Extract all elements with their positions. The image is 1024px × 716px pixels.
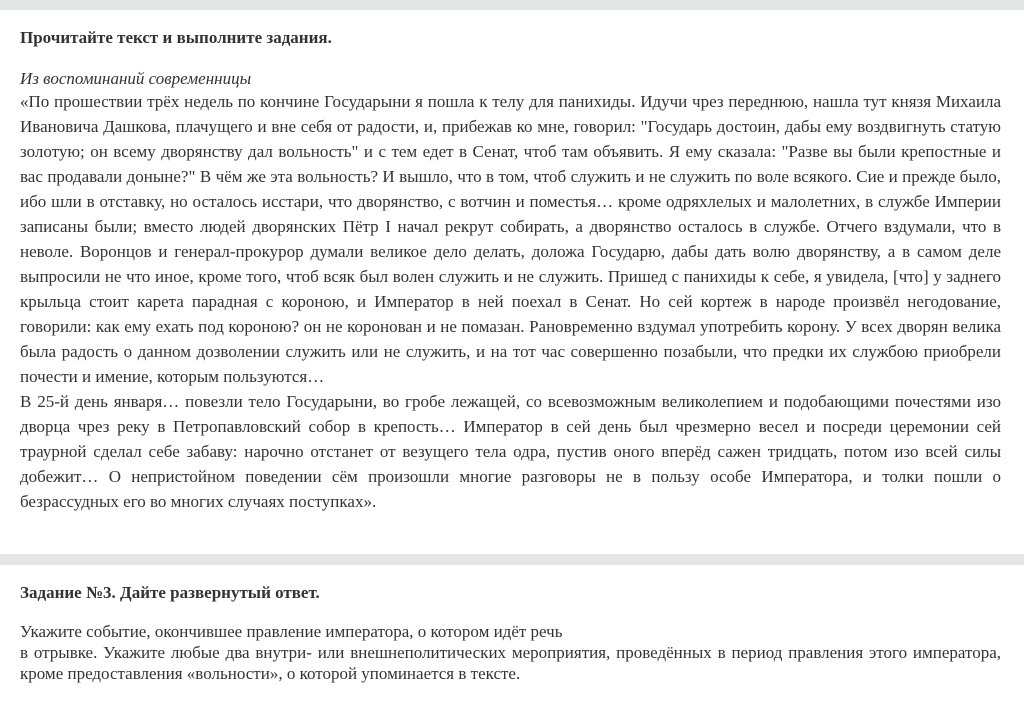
text-paragraph-2: В 25-й день января… повезли тело Государыни, во гробе лежащей, со всевозможным великолепием и подобающими почестями изо дворца чрез реку в Петропавловский собор в крепость… Император в сей день был чрезмерно весел и посреди церемонии сей траурной сделал себе забаву: нарочно отстанет от везущего тела одра, пустив оного вперёд сажен тридцать, потом изо всей силы добежит… О непристойном поведении сём произошли многие разговоры не в пользу особе Императора, и толки пошли о безрассудных его во многих случаях поступках». [20,392,1001,511]
source-caption: Из воспоминаний современницы [20,69,252,88]
task-text-line-1: Укажите событие, окончившее правление императора, о котором идёт речь [20,622,563,641]
task-heading: Задание №3. Дайте развернутый ответ. [20,583,320,602]
top-divider [0,0,1024,10]
task-text [20,621,1001,684]
section-divider [0,554,1024,565]
task-text-rest: в отрывке. Укажите любые два внутри- или внешнеполитических мероприятия, проведённых в период правления этого императора, кроме предоставления «вольности», о которой упоминается в тексте. [20,643,1001,683]
reading-section [20,28,1001,514]
text-paragraph-1: «По прошествии трёх недель по кончине Государыни я пошла к телу для панихиды. Идучи чрез переднюю, нашла тут князя Михаила Ивановича Дашкова, плачущего и вне себя от радости, и, прибежав ко мне, говорил: "Государь достоин, дабы ему воздвигнуть статую золотую; он всему дворянству дал вольность" и с тем едет в Сенат, чтоб там объявить. Я ему сказала: "Разве вы были крепостные и вас продавали доныне?" В чём же эта вольность? И вышло, что в том, чтоб служить и не служить по воле всякого. Сие и прежде было, ибо шли в отставку, но осталось исстари, что дворянство, с вотчин и поместья… кроме одряхлелых и малолетних, в службе Империи записаны были; вместо людей дворянских Пётр I начал рекрут собирать, а дворянство осталось в службе. Отчего вздумали, что в неволе. Воронцов и генерал-прокурор думали великое дело делать, доложа Государю, дабы дать волю дворянству, а в самом деле выпросили не что иное, кроме того, чтоб всяк был волен служить и не служить. Пришед с панихиды к себе, я увидела, [что] у заднего крыльца стоит карета парадная с короною, и Император в ней поехал в Сенат. Но сей кортеж в народе произвёл негодование, говорили: как ему ехать под короною? он не коронован и не помазан. Рановременно вздумал употребить корону. У всех дворян велика была радость о данном дозволении служить или не служить, и на тот час совершенно позабыли, что предки их службою приобрели почести и имение, которым пользуются… [20,92,1001,386]
task-section [20,583,1001,684]
reading-instruction: Прочитайте текст и выполните задания. [20,28,332,47]
